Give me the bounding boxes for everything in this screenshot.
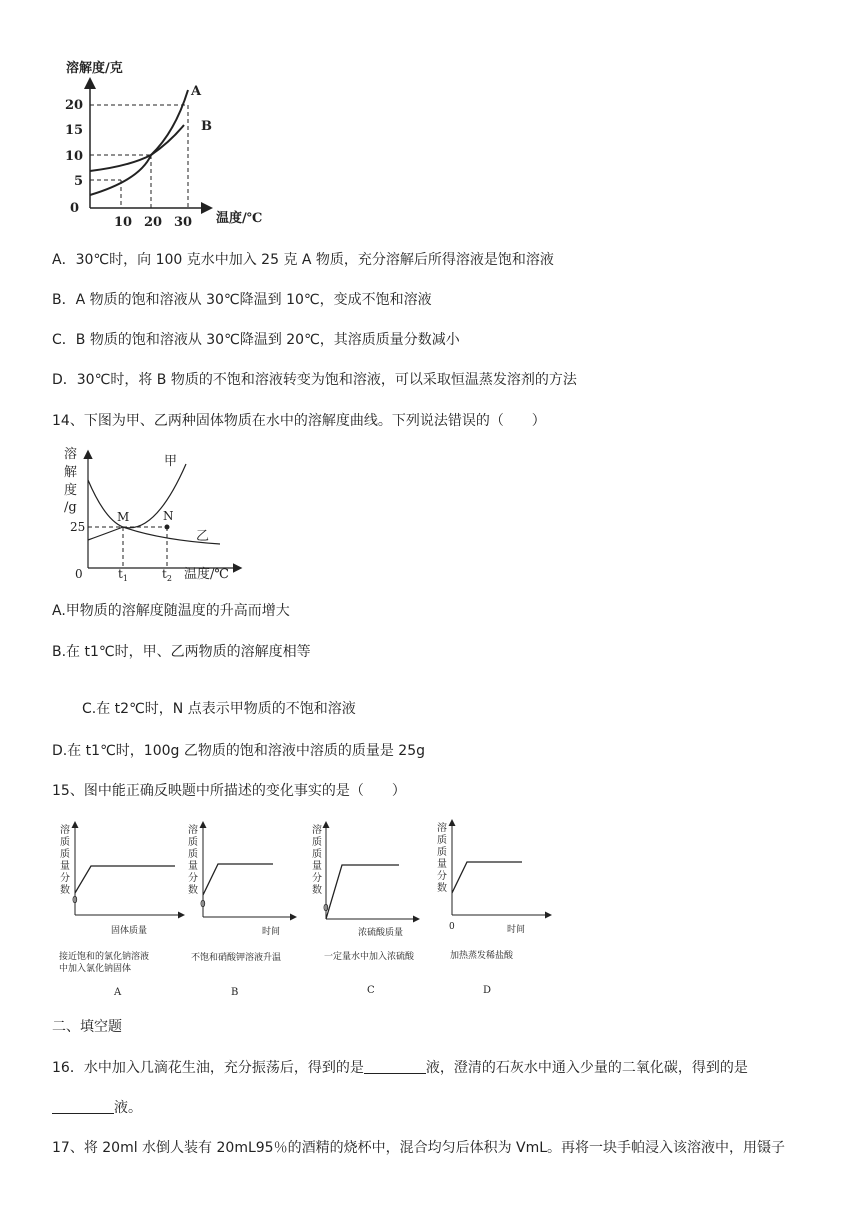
x-axis-label: 温度/℃	[216, 211, 263, 226]
svg-text:数: 数	[437, 883, 447, 894]
y-axis-label-2: 解	[64, 465, 78, 480]
svg-text:质: 质	[437, 847, 447, 858]
x-axis-label: 浓硫酸质量	[358, 928, 404, 938]
q13-option-c: C．B 物质的饱和溶液从 30℃降温到 20℃，其溶质质量分数减小	[52, 332, 460, 348]
q15-chart-c	[306, 815, 431, 1005]
point-n-label: N	[163, 509, 174, 523]
svg-text:质: 质	[60, 849, 70, 860]
y-axis-label-1: 溶	[64, 447, 78, 462]
q16-part-3: 液。	[114, 1100, 142, 1116]
point-n	[165, 525, 170, 530]
svg-text:数: 数	[312, 885, 322, 896]
x-tick-t2: $t_2$	[162, 567, 172, 583]
y-axis-label	[437, 821, 447, 894]
data-line	[326, 865, 399, 919]
origin-label: 0	[200, 900, 206, 910]
y-axis-label	[60, 823, 70, 896]
svg-text:质: 质	[312, 849, 322, 860]
svg-text:量: 量	[188, 861, 198, 872]
y-tick-15: 15	[65, 123, 84, 138]
curve-jia-label: 甲	[164, 454, 178, 469]
x-tick-10: 10	[114, 215, 133, 230]
svg-text:溶: 溶	[437, 823, 447, 834]
q13-option-d: D．30℃时，将 B 物质的不饱和溶液转变为饱和溶液，可以采取恒温蒸发溶剂的方法	[52, 372, 577, 388]
point-m-label: M	[117, 510, 130, 524]
q16-blank-1[interactable]	[364, 1059, 426, 1074]
svg-text:分: 分	[312, 873, 322, 884]
q14-option-d: D.在 t1℃时，100g 乙物质的饱和溶液中溶质的质量是 25g	[52, 743, 426, 759]
svg-text:量: 量	[60, 861, 70, 872]
option-letter: A	[114, 987, 122, 998]
q13-solubility-chart	[60, 50, 300, 230]
svg-text:溶: 溶	[312, 825, 322, 836]
x-axis-label: 固体质量	[111, 926, 148, 936]
svg-text:质: 质	[312, 837, 322, 848]
q14-option-a: A.甲物质的溶解度随温度的升高而增大	[52, 603, 290, 619]
data-line	[75, 866, 175, 893]
q16-blank-2[interactable]	[52, 1099, 114, 1114]
curve-yi-label: 乙	[196, 529, 210, 544]
caption-line-1: 加热蒸发稀盐酸	[450, 951, 514, 961]
caption-line-1: 一定量水中加入浓硫酸	[324, 952, 415, 962]
y-tick-25: 25	[70, 520, 86, 534]
q15-chart-b	[183, 815, 303, 1005]
x-tick-20: 20	[144, 215, 163, 230]
x-axis-label: 时间	[507, 925, 526, 935]
y-tick-20: 20	[65, 98, 84, 113]
q16-line-1	[52, 1059, 748, 1077]
svg-text:数: 数	[60, 885, 70, 896]
x-axis-label: 温度/℃	[184, 567, 229, 582]
option-letter: B	[231, 987, 239, 998]
q14-stem: 14、下图为甲、乙两种固体物质在水中的溶解度曲线。下列说法错误的（ ）	[52, 413, 546, 429]
caption-line-1: 接近饱和的氯化钠溶液	[59, 952, 150, 962]
svg-text:质: 质	[188, 849, 198, 860]
x-tick-t1: $t_1$	[118, 567, 128, 583]
y-axis-label: 溶解度/克	[66, 61, 123, 76]
q16-part-2: 液，澄清的石灰水中通入少量的二氧化碳，得到的是	[425, 1060, 748, 1076]
q14-option-c: C.在 t2℃时，N 点表示甲物质的不饱和溶液	[82, 701, 356, 717]
section-title: 二、填空题	[52, 1019, 122, 1035]
caption-line-1: 不饱和硝酸钾溶液升温	[191, 953, 282, 963]
option-letter: C	[367, 985, 375, 996]
y-axis-label	[188, 823, 198, 896]
q17-text: 17、将 20ml 水倒人装有 20mL95％的酒精的烧杯中，混合均匀后体积为 VmL。再将一块手帕浸入该溶液中，用镊子	[52, 1140, 786, 1156]
data-line	[203, 864, 273, 895]
svg-text:量: 量	[437, 859, 447, 870]
curve-b-label: B	[201, 119, 212, 134]
q16-line-2	[52, 1099, 142, 1117]
y-axis-label-3: 度	[64, 483, 78, 498]
q15-chart-a	[55, 815, 190, 1005]
svg-text:分: 分	[188, 873, 198, 884]
origin-label: 0	[323, 904, 329, 914]
svg-text:溶: 溶	[60, 825, 70, 836]
y-tick-10: 10	[65, 149, 84, 164]
origin-label: 0	[449, 922, 455, 932]
svg-text:分: 分	[437, 871, 447, 882]
curve-a	[90, 90, 188, 195]
data-line	[452, 862, 522, 893]
y-tick-0: 0	[70, 201, 80, 216]
q15-chart-d	[432, 815, 557, 1005]
svg-text:分: 分	[60, 873, 70, 884]
q14-option-b: B.在 t1℃时，甲、乙两物质的溶解度相等	[52, 644, 311, 660]
y-tick-5: 5	[74, 174, 84, 189]
dashed-guides	[88, 527, 167, 568]
curve-a-label: A	[191, 84, 202, 99]
svg-text:溶: 溶	[188, 825, 198, 836]
svg-text:质: 质	[188, 837, 198, 848]
svg-text:质: 质	[60, 837, 70, 848]
q14-solubility-chart	[60, 440, 260, 590]
y-axis-label	[312, 823, 322, 896]
x-tick-30: 30	[174, 215, 193, 230]
q13-option-b: B．A 物质的饱和溶液从 30℃降温到 10℃，变成不饱和溶液	[52, 292, 432, 308]
origin-label: 0	[72, 896, 78, 906]
svg-text:数: 数	[188, 885, 198, 896]
svg-text:质: 质	[437, 835, 447, 846]
y-axis-label-4: /g	[64, 500, 77, 515]
q15-stem: 15、图中能正确反映题中所描述的变化事实的是（ ）	[52, 783, 406, 799]
origin-label: 0	[75, 567, 83, 581]
x-axis-label: 时间	[262, 927, 281, 937]
q16-part-1: 16．水中加入几滴花生油，充分振荡后，得到的是	[52, 1060, 364, 1076]
option-letter: D	[483, 985, 492, 996]
q13-option-a: A．30℃时，向 100 克水中加入 25 克 A 物质，充分溶解后所得溶液是饱和溶液	[52, 252, 554, 268]
svg-text:量: 量	[312, 861, 322, 872]
caption-line-2: 中加入氯化钠固体	[59, 964, 132, 974]
dashed-guides	[90, 105, 188, 208]
